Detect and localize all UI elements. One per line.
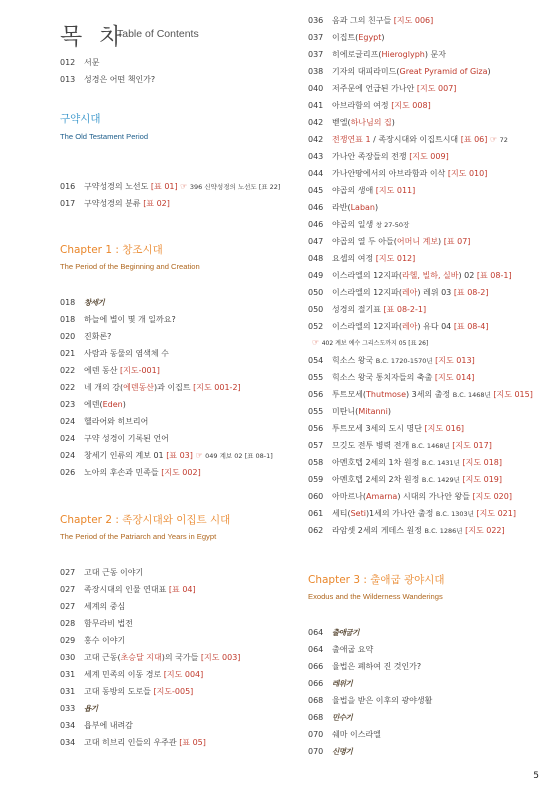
- book-title: 출애굽기: [332, 628, 359, 637]
- book-title: 욥기: [84, 704, 98, 713]
- toc-entry[interactable]: 023 에덴(Eden): [60, 400, 126, 409]
- toc-entry[interactable]: 031 세계 민족의 이동 경로 [지도 004]: [60, 670, 204, 679]
- toc-entry[interactable]: 056 투트모세 3세의 도시 명단 [지도 016]: [308, 424, 465, 433]
- toc-entry[interactable]: 057 므깃도 전투 병력 전개 B.C. 1468년 [지도 017]: [308, 441, 492, 450]
- toc-entry[interactable]: 026 노아의 후손과 민족들 [지도 002]: [60, 468, 201, 477]
- toc-entry[interactable]: 044 가나안땅에서의 아브라함과 이삭 [지도 010]: [308, 169, 488, 178]
- book-title: 신명기: [332, 747, 353, 756]
- toc-entry[interactable]: 037 이집트(Egypt): [308, 33, 385, 42]
- toc-entry[interactable]: 049 이스라엘의 12지파(라헬, 빌하, 실바) 02 [표 08-1]: [308, 271, 512, 280]
- toc-entry[interactable]: 040 저주문에 언급된 가나안 [지도 007]: [308, 84, 457, 93]
- toc-entry[interactable]: 027 세계의 중심: [60, 602, 126, 611]
- toc-entry[interactable]: 042 전쟁연표 1 / 족장시대와 이집트시대 [표 06] ☞ 72: [308, 135, 508, 144]
- toc-entry[interactable]: 033 욥기: [60, 704, 98, 713]
- toc-entry[interactable]: 047 야곱의 열 두 아들(어머니 계보) [표 07]: [308, 237, 471, 246]
- toc-entry[interactable]: 017 구약성경의 분류 [표 02]: [60, 199, 170, 208]
- toc-entry[interactable]: 036 음과 그의 친구들 [지도 006]: [308, 16, 434, 25]
- toc-entry[interactable]: 018 창세기: [60, 298, 105, 307]
- toc-entry[interactable]: 046 라반(Laban): [308, 203, 379, 212]
- toc-entry[interactable]: 027 족장시대의 인물 연대표 [표 04]: [60, 585, 196, 594]
- section-subtitle: The Period of the Patriarch and Years in Egypt: [60, 532, 217, 541]
- section-subtitle: The Old Testament Period: [60, 132, 149, 141]
- toc-entry[interactable]: 054 힉소스 왕국 B.C. 1720-1570년 [지도 013]: [308, 356, 475, 365]
- toc-entry[interactable]: 028 함무라비 법전: [60, 619, 133, 628]
- toc-entry[interactable]: 037 히에로글리프(Hieroglyph) 문자: [308, 50, 446, 59]
- section-title: 구약시대: [60, 113, 101, 125]
- section-subtitle: The Period of the Beginning and Creation: [60, 262, 200, 271]
- toc-entry[interactable]: 052 이스라엘의 12지파(레아) 유다 04 [표 08-4]: [308, 322, 489, 331]
- toc-entry[interactable]: 066 레위기: [308, 679, 353, 688]
- book-title: 창세기: [84, 298, 105, 307]
- toc-entry[interactable]: 070 쉐마 이스라엘: [308, 730, 381, 739]
- toc-entry[interactable]: 068 민수기: [308, 713, 353, 722]
- toc-entry[interactable]: 012 서문: [60, 58, 100, 67]
- toc-entry[interactable]: 059 아멘호텝 2세의 2차 원정 B.C. 1429년 [지도 019]: [308, 475, 502, 484]
- toc-entry[interactable]: 030 고대 근동(초승달 지대)의 국가들 [지도 003]: [60, 653, 241, 662]
- toc-entry[interactable]: 060 아마르나(Amarna) 시대의 가나안 왕들 [지도 020]: [308, 492, 512, 501]
- toc-entry[interactable]: 024 창세기 인류의 계보 01 [표 03] ☞ 049 계보 02 [표 08-1]: [60, 451, 273, 460]
- toc-note[interactable]: ☞ 402 계보 예수 그리스도까지 05 [표 26]: [312, 338, 429, 347]
- toc-entry[interactable]: 041 아브라함의 여정 [지도 008]: [308, 101, 431, 110]
- toc-entry[interactable]: 066 율법은 폐하여 진 것인가?: [308, 662, 422, 671]
- toc-entry[interactable]: 034 고대 히브리 인들의 우주관 [표 05]: [60, 738, 206, 747]
- toc-entry[interactable]: 068 율법을 받은 이후의 광야생활: [308, 696, 433, 705]
- toc-entry[interactable]: 061 세티(Seti)1세의 가나안 출정 B.C. 1303년 [지도 021]: [308, 509, 516, 518]
- section-title: Chapter 3 : 출애굽 광야시대: [308, 574, 445, 586]
- toc-entry[interactable]: 062 라암셋 2세의 게데스 원정 B.C. 1286년 [지도 022]: [308, 526, 505, 535]
- toc-entry[interactable]: 031 고대 동방의 도로들 [지도-005]: [60, 687, 194, 696]
- toc-entry[interactable]: 055 미탄니(Mitanni): [308, 407, 391, 416]
- toc-entry[interactable]: 038 기자의 대피라미드(Great Pyramid of Giza): [308, 67, 491, 76]
- page-subtitle: Table of Contents: [117, 28, 199, 40]
- toc-entry[interactable]: 050 성경의 절기표 [표 08-2-1]: [308, 305, 427, 314]
- toc-entry[interactable]: 034 욥부에 내려감: [60, 721, 133, 730]
- section-subtitle: Exodus and the Wilderness Wanderings: [308, 592, 443, 601]
- toc-entry[interactable]: 046 야곱의 일생 창 27-50장: [308, 220, 410, 229]
- book-title: 레위기: [332, 679, 353, 688]
- toc-entry[interactable]: 024 구약 성경이 기록된 언어: [60, 434, 169, 443]
- toc-entry[interactable]: 029 홍수 이야기: [60, 636, 126, 645]
- toc-entry[interactable]: 070 신명기: [308, 747, 353, 756]
- page-title: 목 차: [60, 24, 127, 50]
- toc-entry[interactable]: 050 이스라엘의 12지파(레아) 레위 03 [표 08-2]: [308, 288, 489, 297]
- toc-entry[interactable]: 021 사람과 동물의 염색체 수: [60, 349, 169, 358]
- toc-entry[interactable]: 022 에덴 동산 [지도-001]: [60, 366, 160, 375]
- toc-entry[interactable]: 064 출애굽기: [308, 628, 359, 637]
- toc-entry[interactable]: 020 진화론?: [60, 332, 112, 341]
- toc-entry[interactable]: 013 성경은 어떤 책인가?: [60, 75, 156, 84]
- toc-entry[interactable]: 024 헬라어와 히브리어: [60, 417, 149, 426]
- page-number: 5: [533, 771, 539, 781]
- book-title: 민수기: [332, 713, 353, 722]
- section-title: Chapter 2 : 족장시대와 이집트 시대: [60, 514, 231, 526]
- section-title: Chapter 1 : 창조시대: [60, 244, 163, 256]
- toc-entry[interactable]: 043 가나안 족장들의 전쟁 [지도 009]: [308, 152, 449, 161]
- toc-entry[interactable]: 016 구약성경의 노선도 [표 01] ☞ 396 신약성경의 노선도 [표 22]: [60, 182, 281, 191]
- toc-entry[interactable]: 058 아멘호텝 2세의 1차 원정 B.C. 1431년 [지도 018]: [308, 458, 502, 467]
- toc-entry[interactable]: 056 투트모세(Thutmose) 3세의 출정 B.C. 1468년 [지도 015]: [308, 390, 533, 399]
- toc-entry[interactable]: 055 힉소스 왕국 통치자들의 축출 [지도 014]: [308, 373, 475, 382]
- toc-entry[interactable]: 048 요셉의 여정 [지도 012]: [308, 254, 416, 263]
- toc-entry[interactable]: 042 벧엘(하나님의 집): [308, 118, 395, 127]
- toc-entry[interactable]: 045 야곱의 생애 [지도 011]: [308, 186, 416, 195]
- toc-entry[interactable]: 064 출애굽 요약: [308, 645, 374, 654]
- toc-entry[interactable]: 022 네 개의 강(에덴동산)과 이집트 [지도 001-2]: [60, 383, 241, 392]
- toc-entry[interactable]: 027 고대 근동 이야기: [60, 568, 144, 577]
- toc-entry[interactable]: 018 하늘에 별이 몇 개 일까요?: [60, 315, 176, 324]
